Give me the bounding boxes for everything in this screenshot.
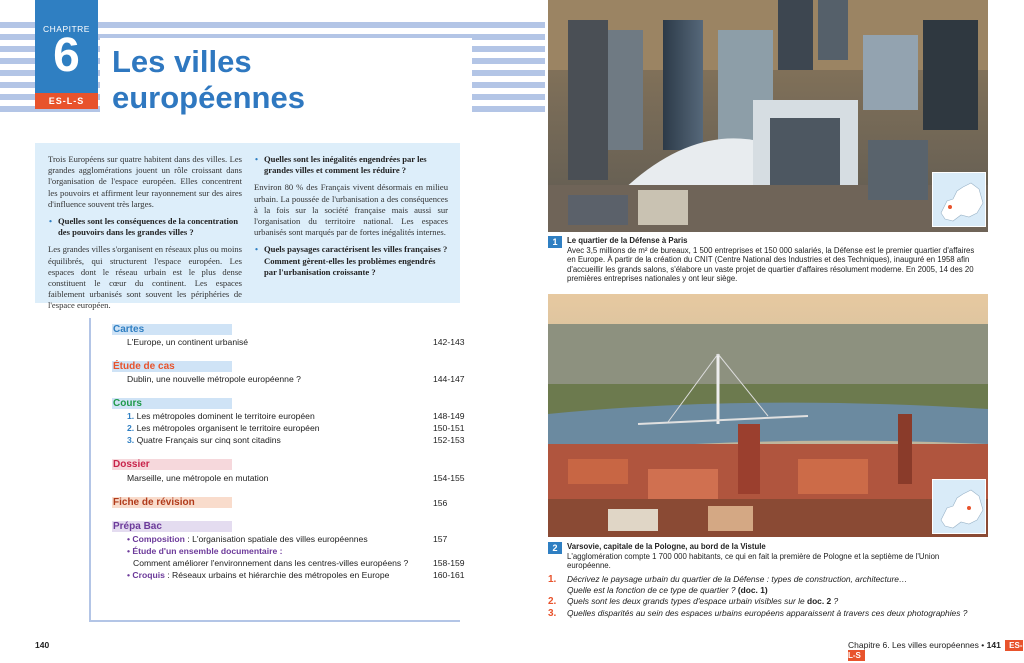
intro-paragraph: Environ 80 % des Français vivent désormais en milieu urbain. La poussée de l'urbanisation a des conséquences à la fois sur la société française mais aussi sur l'organisation du territoire national. Les espaces urbanisés sont marqués par de fortes inégalités internes. <box>254 182 448 238</box>
toc-entry-label: Quatre Français sur cinq sont citadins <box>136 435 281 445</box>
questions <box>548 574 978 620</box>
toc-entry[interactable] <box>127 435 465 445</box>
toc-page: 158-159 <box>433 558 465 568</box>
intro-col-2 <box>254 154 448 303</box>
toc-num: 3. <box>127 435 135 445</box>
intro-panel <box>35 143 460 311</box>
toc-page: 157 <box>433 534 448 544</box>
chapter-title-line2: européennes <box>112 80 305 115</box>
toc-page: 148-149 <box>433 411 465 421</box>
question-item <box>548 574 978 596</box>
toc-entry-label: : L'organisation spatiale des villes européennes <box>184 534 368 544</box>
intro-question: • Quels paysages caractérisent les villes françaises ? Comment gèrent-elles les problèmes engendrés par l'urbanisation croissante ? <box>254 244 448 278</box>
table-of-contents <box>89 318 465 622</box>
doc-reference: doc. 2 <box>806 596 832 606</box>
toc-num: 1. <box>127 411 135 421</box>
photo-la-defense-illustration <box>548 0 988 232</box>
question-item <box>548 608 978 620</box>
toc-section-cours[interactable]: Cours <box>112 398 232 409</box>
toc-entry[interactable] <box>127 411 465 421</box>
doc-title: Le quartier de la Défense à Paris <box>567 236 688 245</box>
toc-prepa-type: • Composition <box>127 534 185 544</box>
question-number: 1. <box>548 574 557 585</box>
doc-text: L'agglomération compte 1 700 000 habitants, ce qui en fait la première de Pologne et la septième de l'Union européenne. <box>567 551 940 571</box>
toc-page: 160-161 <box>433 570 465 580</box>
toc-section-prepa[interactable]: Prépa Bac <box>112 521 232 532</box>
toc-entry[interactable] <box>127 374 465 384</box>
photo-varsovie-illustration <box>548 294 988 537</box>
toc-section-dossier[interactable]: Dossier <box>112 459 232 470</box>
page-number-right: 141 <box>986 640 1001 650</box>
doc-2-caption <box>548 542 978 571</box>
toc-entry[interactable] <box>133 558 465 568</box>
toc-prepa-type: • Croquis <box>127 570 165 580</box>
toc-entry-label: Les métropoles dominent le territoire européen <box>136 411 315 421</box>
toc-entry[interactable] <box>127 337 465 347</box>
toc-section-etude[interactable]: Étude de cas <box>112 361 232 372</box>
question-text: Décrivez le paysage urbain du quartier de la Défense : types de construction, architecture… <box>567 574 908 584</box>
toc-num: 2. <box>127 423 135 433</box>
europe-map-icon <box>933 480 987 535</box>
footer-chapter-text: Chapitre 6. Les villes européennes • <box>848 640 985 650</box>
doc-text: Avec 3,5 millions de m² de bureaux, 1 500 entreprises et 150 000 salariés, la Défense est le premier quartier d'affaires en Europe. À partir de la création du CNIT (Centre National des Industries et des Techniques), inauguré en 1958 afin d'accueillir les grands salons, s'élabore un vaste projet de quartier d'affaires résolument moderne. En 2005, 14 des 20 premières entreprises nationales y ont leur siège. <box>567 245 975 284</box>
toc-page: 154-155 <box>433 473 465 483</box>
toc-prepa-type: • Étude d'un ensemble documentaire : <box>127 546 283 556</box>
intro-question: • Quelles sont les conséquences de la concentration des pouvoirs dans les grandes villes ? <box>48 216 242 238</box>
map-inset-europe <box>932 479 986 534</box>
question-text-end: ? <box>831 596 839 606</box>
chapter-word: CHAPITRE <box>43 24 90 34</box>
europe-map-icon <box>933 173 987 228</box>
doc-1-caption <box>548 236 978 284</box>
toc-entry-label: Dublin, une nouvelle métropole européenne ? <box>127 374 301 384</box>
toc-entry-label: Marseille, une métropole en mutation <box>127 473 269 483</box>
question-text: Quelle est la fonction de ce type de quartier ? <box>567 585 736 595</box>
question-text: Quelles disparités au sein des espaces urbains européens apparaissent à travers ces deux photographies ? <box>567 608 968 618</box>
toc-entry[interactable] <box>127 570 465 580</box>
toc-entry-label: : Réseaux urbains et hiérarchie des métropoles en Europe <box>164 570 390 580</box>
chapter-series-badge: ES-L-S <box>35 93 98 109</box>
intro-paragraph: Trois Européens sur quatre habitent dans des villes. Les grandes agglomérations jouent un rôle croissant dans l'organisation de l'espace européen. Elles concentrent les pouvoirs et affirment leur rayonnement sur des aires d'influence souvent très larges. <box>48 154 242 209</box>
toc-entry[interactable] <box>127 473 465 483</box>
toc-page: 156 <box>433 498 448 508</box>
intro-question: • Quelles sont les inégalités engendrées par les grandes villes et comment les réduire ? <box>254 154 448 176</box>
doc-title: Varsovie, capitale de la Pologne, au bord de la Vistule <box>567 542 766 551</box>
photo-la-defense <box>548 0 988 232</box>
question-text: Quels sont les deux grands types d'espace urbain visibles sur le <box>567 596 805 606</box>
toc-entry[interactable] <box>127 534 462 544</box>
chapter-title <box>112 44 305 116</box>
chapter-title-line1: Les villes <box>112 44 252 79</box>
footer-right <box>848 640 1024 660</box>
toc-entry[interactable] <box>127 423 465 433</box>
doc-number-badge: 2 <box>548 542 562 554</box>
intro-paragraph: Les grandes villes s'organisent en réseaux plus ou moins équilibrés, qui structurent l'espace européen. Les espaces dont le réseau urbain est le plus dense constituent le cœur du continent. Les espaces faiblement urbanisés sont souvent les périphéries de l'espace européen. <box>48 244 242 311</box>
chapter-number: 6 <box>53 29 80 82</box>
doc-number-badge: 1 <box>548 236 562 248</box>
toc-page: 144-147 <box>433 374 465 384</box>
intro-col-1 <box>48 154 242 311</box>
footer-series-badge: ES-L-S <box>848 641 1023 660</box>
toc-entry-label: Les métropoles organisent le territoire européen <box>136 423 320 433</box>
map-inset-europe <box>932 172 986 227</box>
toc-entry[interactable] <box>127 546 462 556</box>
question-item <box>548 596 978 608</box>
question-number: 2. <box>548 596 557 607</box>
toc-entry-label: Comment améliorer l'environnement dans les centres-villes européens ? <box>133 558 409 568</box>
question-number: 3. <box>548 608 557 619</box>
toc-entry-label: L'Europe, un continent urbanisé <box>127 337 249 347</box>
toc-section-fiche[interactable]: Fiche de révision <box>112 497 232 508</box>
toc-page: 142-143 <box>433 337 465 347</box>
page-number-left: 140 <box>35 640 50 650</box>
toc-section-cartes[interactable]: Cartes <box>112 324 232 335</box>
chapter-box <box>35 0 98 93</box>
doc-reference: (doc. 1) <box>737 585 768 595</box>
toc-page: 152-153 <box>433 435 465 445</box>
toc-page: 150-151 <box>433 423 465 433</box>
photo-varsovie <box>548 294 988 537</box>
